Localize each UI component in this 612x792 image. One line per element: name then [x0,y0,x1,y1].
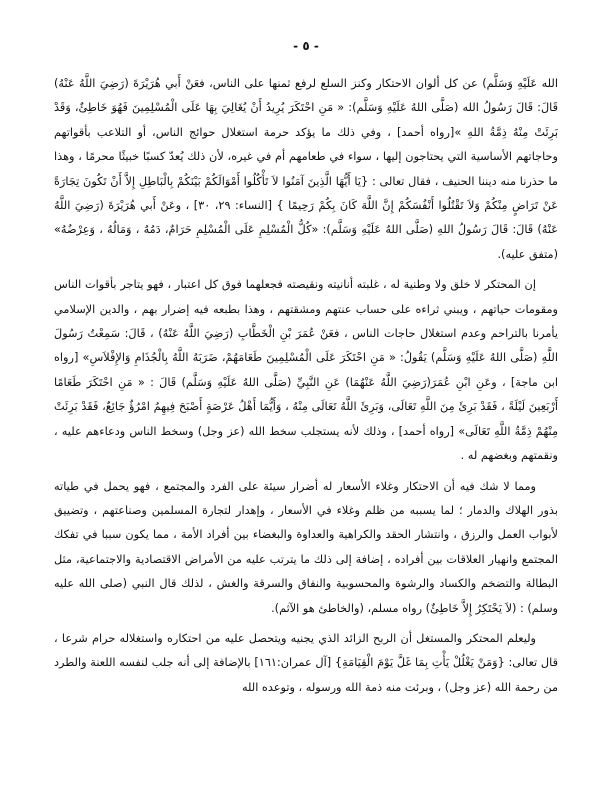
document-body [54,72,558,700]
paragraph-3: ومما لا شك فيه أن الاحتكار وغلاء الأسعار له أضرار سيئة على الفرد والمجتمع ، فهو يحمل في طياته بذور الهلاك والدمار ؛ لما يسببه من ظلم وغلاء في الأسعار ، وإهدار لتجارة المسلمين وصناعتهم ، وتضييق لأبواب العمل والرزق ، وانتشار الحقد والكراهية والعداوة والبغضاء بين أفراد الأمة ، مما يكون سببا في تفكك المجتمع وانهيار العلاقات بين أفراده ، إضافة إلى ذلك ما يترتب عليه من الأمراض الاقتصادية والاجتماعية، مثل البطالة والتضخم والكساد والرشوة والمحسوبية والنفاق والسرقة والغش ، لذلك قال النبي (صلى الله عليه وسلم) : (لاَ يَحْتَكِرُ إِلاَّ خَاطِئٌ) رواه مسلم، (والخاطئ هو الآثم). [54,479,558,615]
paragraph-1: الله عَلَيْهِ وَسَلَّم) عن كل ألوان الاحتكار وكنز السلع لرفع ثمنها على الناس، فعَنْ أَبي هُرَيْرَةَ (رَضِيَ اللَّهُ عَنْهُ) قَالَ: قَالَ رَسُولُ الله (صَلَّى اللهُ عَلَيْهِ وَسَلَّم): « مَنِ احْتَكَرَ يُرِيدُ أَنْ يُغَالِيَ بِهَا عَلَى الْمُسْلِمِينَ فَهُوَ خَاطِئٌ، وَقَدْ بَرِئَتْ مِنْهُ ذِمَّةُ اللهِ »[رواه أحمد] ، وفي ذلك ما يؤكد حرمة استغلال حوائج الناس، أو التلاعب بأقواتهم وحاجاتهم الأساسية التي يحتاجون إليها ، سواء في طعامهم أم في غيره، لأن ذلك يُعدّ كسبًا خبيثًا محرمًا ، وهذا ما حذرنا منه ديننا الحنيف ، فقال تعالى : {يَا أَيُّهَا الَّذِينَ آمَنُوا لاَ تَأْكُلُوا أَمْوَالَكُمْ بَيْنَكُمْ بِالْبَاطِلِ إِلاَّ أَنْ تَكُونَ تِجَارَةً عَنْ تَرَاضٍ مِنْكُمْ وَلاَ تَقْتُلُوا أَنْفُسَكُمْ إِنَّ اللَّهَ كَانَ بِكُمْ رَحِيمًا } [النساء: ٢٩، ٣٠] ، وعَنْ أَبي هُرَيْرَةَ (رَضِيَ اللَّهُ عَنْهُ) قَالَ: قَالَ رَسُولُ اللهِ (صَلَّى اللهُ عَلَيْهِ وَسَلَّم): «كُلُّ الْمُسْلِمِ عَلَى الْمُسْلِمِ حَرَامٌ، دَمُهُ ، وَمَالُهُ ، وَعِرْضُهُ» (متفق عليه). [54,77,558,261]
page-number: - ٥ - [293,39,319,53]
paragraph-4: وليعلم المحتكر والمستغل أن الربح الزائد الذي يجنيه ويتحصل عليه من احتكاره واستغلاله حرام شرعا ، قال تعالى: {وَمَنْ يَغْلُلْ يَأْتِ بِمَا غَلَّ يَوْمَ الْقِيَامَةِ} [آل عمران:١٦١] بالإضافة إلى أنه جلب لنفسه اللعنة والطرد من رحمة الله (عز وجل) ، وبرئت منه ذمة الله ورسوله ، وتوعده الله [54,631,558,694]
paragraph-2: إن المحتكر لا خلق ولا وطنية له ، غلبته أنانيته ونقيصته فجعلهما فوق كل اعتبار ، فهو يتاجر بأقوات الناس ومقومات حياتهم ، ويبني ثراءه على حساب عنتهم ومشقتهم ، وهذا بطبعه فيه إضرار بهم ، والدين الإسلامي يأمرنا بالتراحم وعدم استغلال حاجات الناس ، فعَنْ عُمَرَ بْنِ الْخَطَّابِ (رَضِيَ اللَّهُ عَنْهُ) ، قَالَ: سَمِعْتُ رَسُولَ اللَّهِ (صَلَّى اللهُ عَلَيْهِ وَسَلَّم) يَقُولُ: « مَنِ احْتَكَرَ عَلَى الْمُسْلِمِينَ طَعَامَهُمْ، ضَرَبَهُ اللَّهُ بِالْجُذَامِ وَالإِفْلاَسِ» [رواه ابن ماجة] ، وعَنِ ابْنِ عُمَرَ(رَضِيَ اللَّهُ عَنْهُمَا) عَنِ النَّبِيِّ (صَلَّى اللهُ عَلَيْهِ وَسَلَّم) قَالَ : « مَنِ احْتَكَرَ طَعَامًا أَرْبَعِينَ لَيْلَةً ، فَقَدْ بَرِئَ مِنَ اللَّهِ تَعَالَى، وَبَرِئَ اللَّهُ تَعَالَى مِنْهُ ، وَأَيُّمَا أَهْلُ عَرْصَةٍ أَصْبَحَ فِيهِمُ امْرُؤٌ جَائِعٌ، فَقَدْ بَرِئَتْ مِنْهُمْ ذِمَّةُ اللَّهِ تَعَالَى» [رواه أحمد] ، وذلك لأنه يستجلب سخط الله (عز وجل) وسخط الناس ودعاءهم عليه ، ونقمتهم وبغضهم له . [54,278,558,463]
